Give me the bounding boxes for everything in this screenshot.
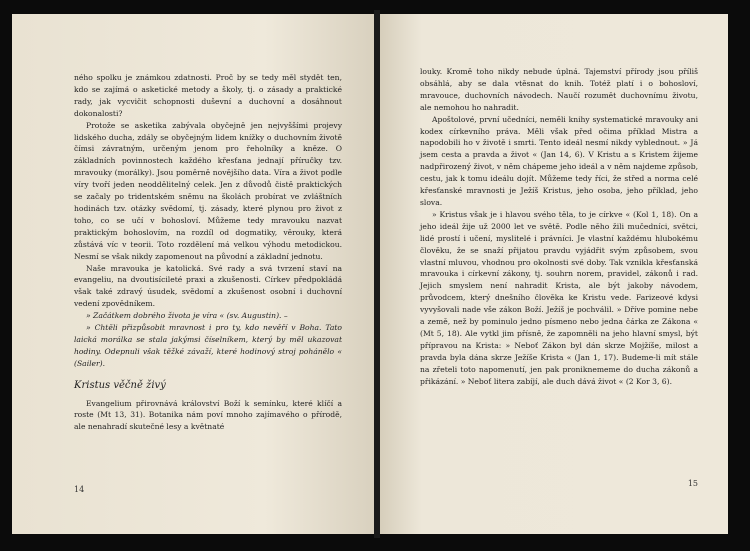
- left-page-text: [74, 72, 342, 433]
- quote: » Začátkem dobrého života je víra « (sv. Augustin). –: [86, 311, 288, 321]
- paragraph: Evangelium přirovnává království Boží k semínku, které klíčí a roste (Mt 13, 31). Botanika nám poví mnoho zajímavého o přírodě, ale nenahradí skutečné lesy a květnaté: [74, 398, 342, 432]
- right-page-text: [420, 66, 698, 387]
- paragraph: Protože se asketika zabývala obyčejně jen nejvyššími projevy lidského ducha, zdály se obyčejným lidem knížky o duchovním životě čímsi závratným, určeným jenom pro řeholníky a kněze. O základních povinnostech každého křesťana jednají příručky tzv. mravouky (morálky). Jsou poměrně novějšího data. Víra a život podle víry tvoří jeden neoddělitelný celek. Jen z důvodů čistě praktických se začaly po tridentském sněmu na školách probírat ve zvláštních hodinách tzv. otázky svědomí, tj. zásady, které plynou pro život z toho, co se učí v bohosloví. Můžeme tedy mravouku nazvat praktickým bohoslovím, na rozdíl od dogmatiky, věrouky, která zůstává víc v teorii. Toto rozdělení má velkou výhodu metodickou. Nesmí se však nikdy zapomenout na původní a základní jednotu.: [74, 120, 342, 261]
- paragraph: louky. Kromě toho nikdy nebude úplná. Tajemství přírody jsou příliš obsáhlá, aby se dala vtěsnat do knih. Totéž platí i o bohosloví, mravouce, duchovních návodech. Naučí rozumět duchovnímu životu, ale nemohou ho nahradit.: [420, 67, 698, 112]
- paragraph: » Kristus však je i hlavou svého těla, to je církve « (Kol 1, 18). On a jeho ideál žije už 2000 let ve světě. Podle něho žili mučedníci, světci, lidé prostí i učení, myslitelé i právníci. Je vlastní každému hlubokému člověku, že se snaží přijatou pravdu vyjádřit svým způsobem, svou vlastní mluvou, vhodnou pro okolnosti své doby. Tak vznikla křesťanská mravouka i církevní zákony, tj. souhrn norem, pravidel, zákonů i rad. Jejich smyslem není nahradit Krista, ale být jakoby návodem, průvodcem, který dnešního člověka ke Kristu vede. Farizeové kdysi vyvyšovali nade vše zákon Boží. Ježíš je pochválil. » Dříve pomine nebe a země, než by pominulo jedno písmeno nebo jedna čárka ze Zákona « (Mt 5, 18). Ale vytkl jim přísně, že zapomněli na jeho hlavní smysl, být přípravou na Krista: » Neboť Zákon byl dán skrze Mojžíše, milost a pravda byla dána skrze Ježíše Krista « (Jan 1, 17). Budeme-li mít stále na zřeteli toto napomenutí, jen pak proniknememe do ducha zákonů a přikázání. » Neboť litera zabíjí, ale duch dává život « (2 Kor 3, 6).: [420, 209, 698, 386]
- quote: » Chtěli přizpůsobit mravnost i pro ty, kdo nevěří v Boha. Tato laická morálka se stala jakýmsi číselníkem, který by měl ukazovat hodiny. Odepnuli však těžké závaží, které hodinový stroj pohánělo « (Sailer).: [74, 323, 342, 368]
- paragraph: Naše mravouka je katolická. Své rady a svá tvrzení staví na evangeliu, na dvoutisícileté praxi a zkušenosti. Církev předpokládá však také zdravý úsudek, svědomí a zkušenost osobní i duchovní vedení zpovědníkem.: [74, 263, 342, 309]
- section-heading: Kristus věčně živý: [74, 379, 166, 391]
- page-number: 15: [687, 479, 698, 488]
- left-page: [12, 14, 374, 534]
- right-page: [380, 14, 728, 534]
- page-number: 14: [74, 485, 85, 494]
- paragraph: ného spolku je známkou zdatnosti. Proč by se tedy měl stydět ten, kdo se zajímá o asketické metody a školy, tj. o zásady a praktické rady, jak vycvičit schopnosti duševní a duchovní a dosáhnout dokonalosti?: [74, 73, 342, 118]
- paragraph: Apoštolové, první učedníci, neměli knihy systematické mravouky ani kodex církevního práva. Měli však před očima příklad Mistra a napodobili ho v životě i smrti. Tento ideál nesmí nikdy vyblednout. » Já jsem cesta a pravda a život « (Jan 14, 6). V Kristu a s Kristem žijeme nadpřirozený život, v něm chápeme jeho ideál a v něm najdeme způsob, cestu, jak k tomu ideálu dojít. Můžeme tedy říci, že střed a norma celé křesťanské mravnosti je Ježíš Kristus, jeho osoba, jeho příklad, jeho slova.: [420, 114, 698, 207]
